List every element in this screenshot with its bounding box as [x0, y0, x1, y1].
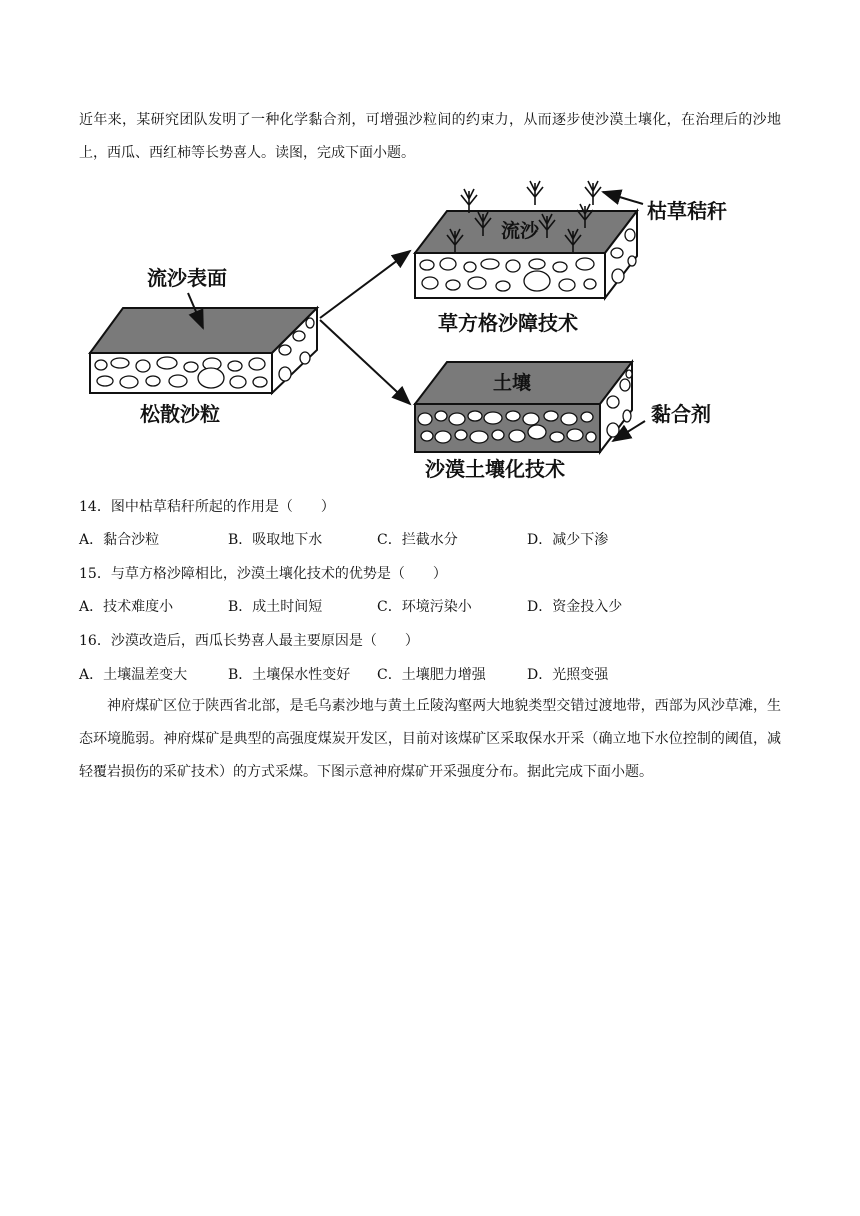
option-a[interactable]: A．技术难度小	[79, 599, 174, 615]
soil-method-caption: 沙漠土壤化技术	[425, 457, 565, 481]
soil-label: 土壤	[493, 372, 532, 394]
loose-sand-label: 松散沙粒	[140, 402, 220, 426]
straw-label: 枯草秸秆	[647, 199, 727, 223]
grass-method-caption: 草方格沙障技术	[438, 311, 578, 335]
option-d[interactable]: D．减少下渗	[527, 532, 609, 548]
arrow-to-grass-method	[320, 251, 410, 318]
option-a[interactable]: A．土壤温差变大	[79, 667, 188, 683]
quicksand-label: 流沙	[501, 220, 540, 242]
question-16: 16．沙漠改造后，西瓜长势喜人最主要原因是（ ）	[79, 633, 419, 649]
question-14: 14．图中枯草秸秆所起的作用是（ ）	[79, 499, 335, 515]
option-b[interactable]: B．吸取地下水	[228, 532, 323, 548]
surface-label: 流沙表面	[147, 266, 227, 290]
second-paragraph: 神府煤矿区位于陕西省北部，是毛乌素沙地与黄土丘陵沟壑两大地貌类型交错过渡地带，西部为风沙草滩，生态环境脆弱。神府煤矿是典型的高强度煤炭开发区，目前对该煤矿区采取保水开采（确立地下水位控制的阈值，减轻覆岩损伤的采矿技术）的方式采煤。下图示意神府煤矿开采强度分布。据此完成下面小题。	[79, 698, 781, 780]
option-b[interactable]: B．土壤保水性变好	[228, 667, 351, 683]
option-c[interactable]: C．拦截水分	[377, 532, 458, 548]
question-14-options	[79, 529, 799, 549]
intro-paragraph: 近年来，某研究团队发明了一种化学黏合剂，可增强沙粒间的约束力，从而逐步使沙漠土壤化，在治理后的沙地上，西瓜、西红柿等长势喜人。读图，完成下面小题。	[79, 112, 781, 161]
question-16-options	[79, 664, 799, 684]
binder-label: 黏合剂	[651, 402, 711, 426]
option-c[interactable]: C．环境污染小	[377, 599, 472, 615]
option-a[interactable]: A．黏合沙粒	[79, 532, 160, 548]
loose-sand-block	[90, 308, 317, 393]
option-c[interactable]: C．土壤肥力增强	[377, 667, 486, 683]
desertification-diagram	[85, 178, 745, 483]
option-b[interactable]: B．成土时间短	[228, 599, 323, 615]
question-15-options	[79, 596, 799, 616]
question-15: 15．与草方格沙障相比，沙漠土壤化技术的优势是（ ）	[79, 566, 447, 582]
arrow-to-soil-method	[320, 320, 410, 404]
option-d[interactable]: D．资金投入少	[527, 599, 623, 615]
option-d[interactable]: D．光照变强	[527, 667, 609, 683]
